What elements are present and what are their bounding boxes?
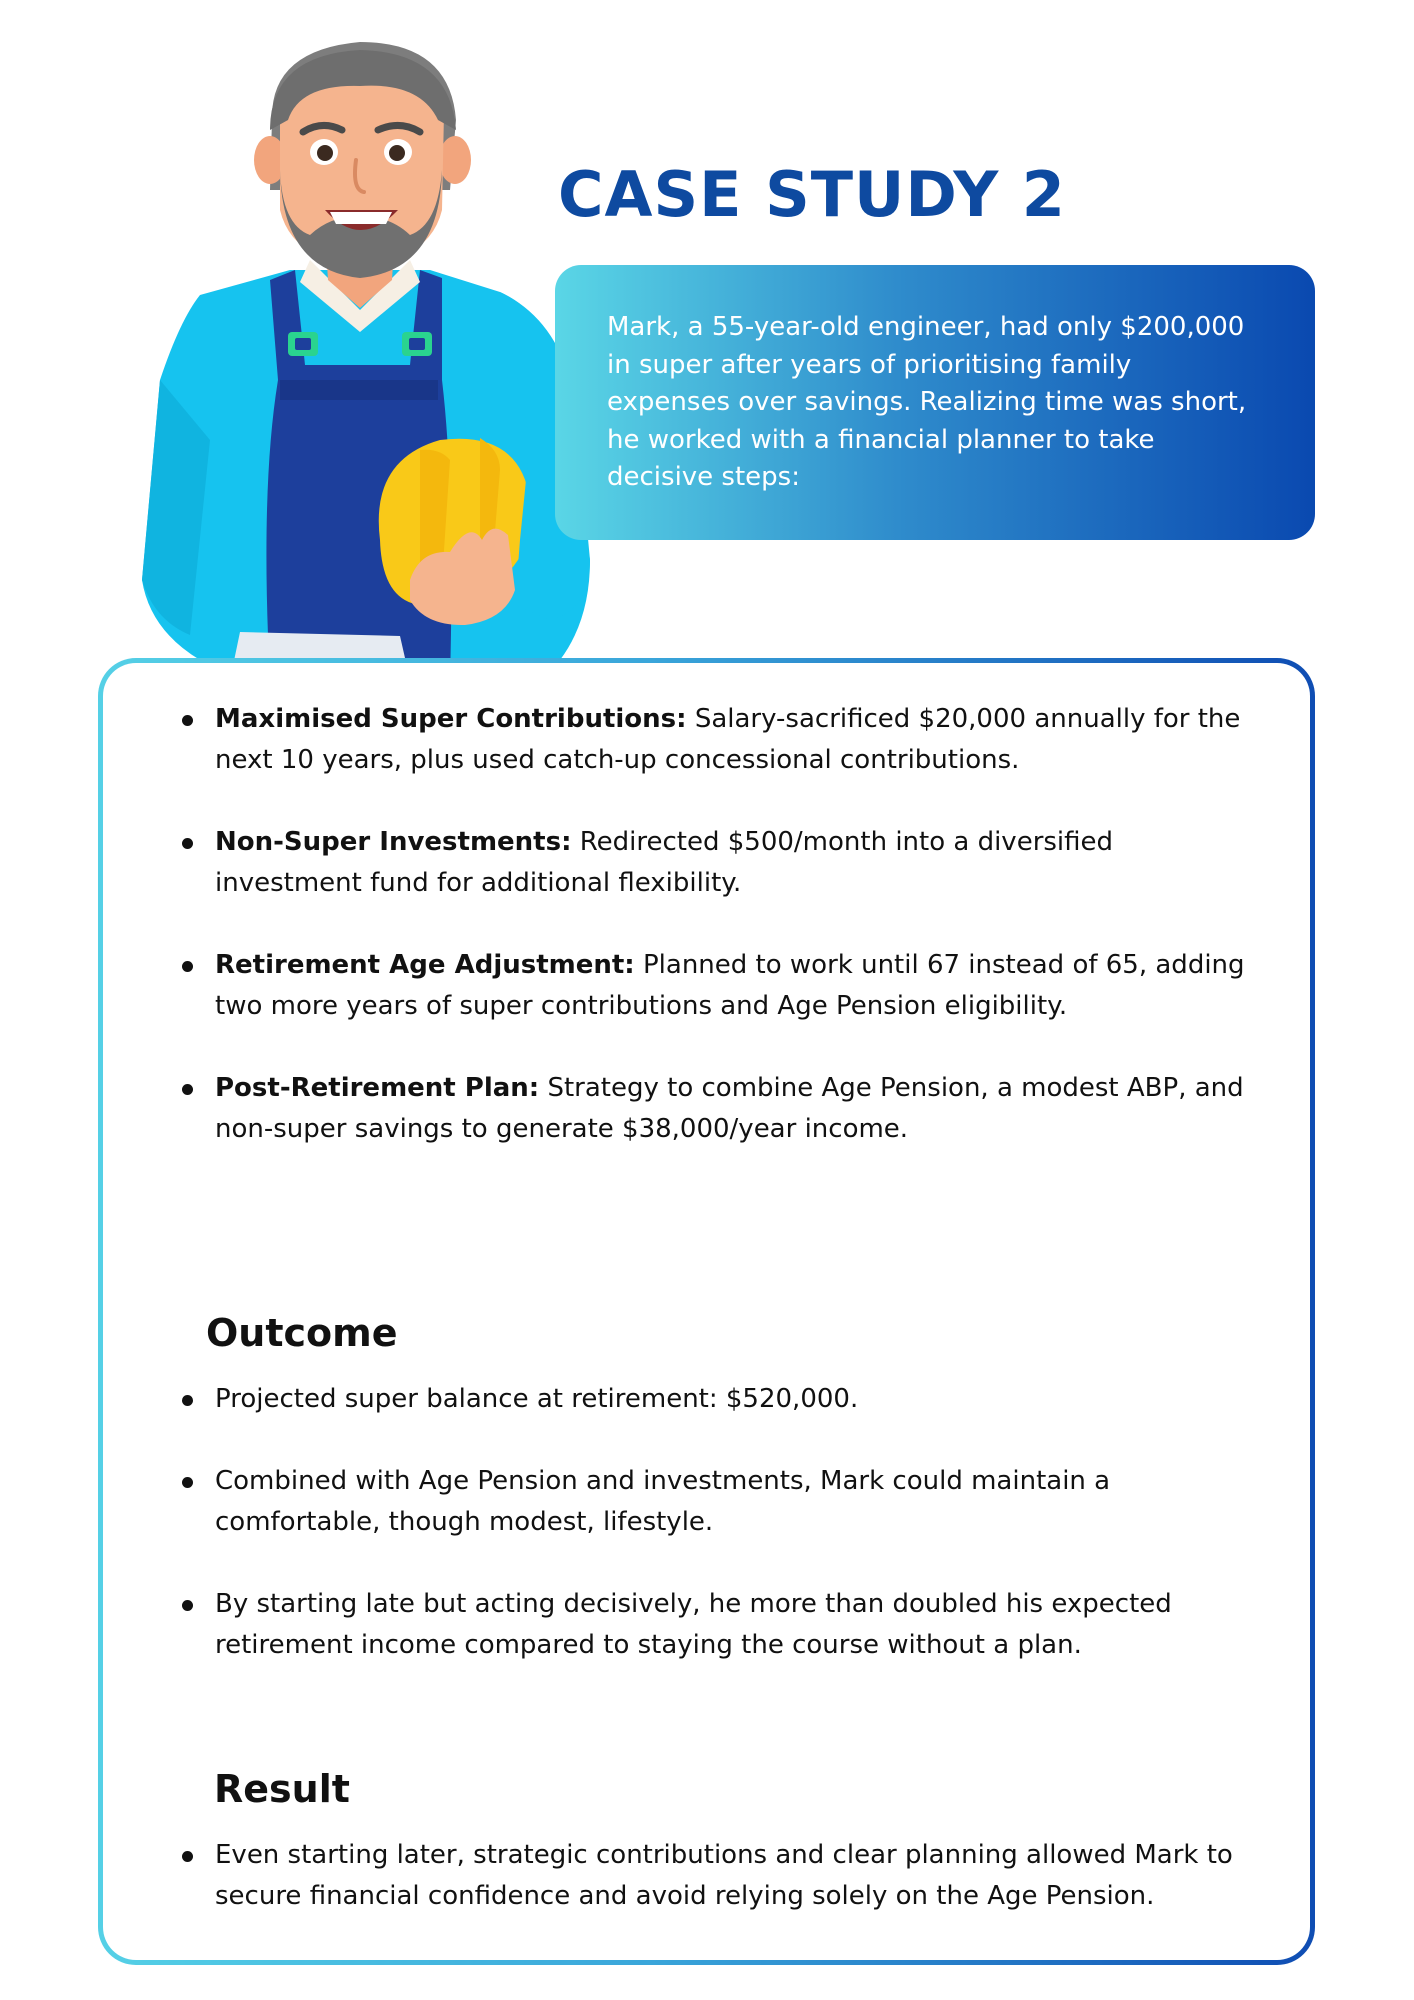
bullet-dot	[182, 1084, 193, 1095]
list-item	[103, 699, 1310, 781]
list-item: Even starting later, strategic contributions and clear planning allowed Mark to secure financial confidence and avoid relying solely on the Age Pension.	[103, 1835, 1310, 1917]
bullet-dot	[182, 715, 193, 726]
strategies-section	[103, 699, 1310, 1150]
list-item: By starting late but acting decisively, he more than doubled his expected retirement income compared to staying the course without a plan.	[103, 1584, 1310, 1666]
strategy-text: Redirected $500/month into a diversified investment fund for additional flexibility.	[215, 827, 1114, 898]
bullet-dot	[182, 1477, 193, 1488]
strategy-text: Planned to work until 67 instead of 65, adding two more years of super contributions and Age Pension eligibility.	[215, 950, 1245, 1021]
outcome-section	[103, 1379, 1310, 1666]
strategies-list	[103, 699, 1310, 1150]
outcome-list	[103, 1379, 1310, 1666]
engineer-illustration	[120, 20, 620, 680]
list-item: Projected super balance at retirement: $520,000.	[103, 1379, 1310, 1420]
result-list	[103, 1835, 1310, 1917]
list-item	[103, 945, 1310, 1027]
bullet-dot	[182, 1851, 193, 1862]
intro-text: Mark, a 55-year-old engineer, had only $200,000 in super after years of prioritising family expenses over savings. Realizing time was short, he worked with a financial planner to take decisive steps:	[607, 312, 1247, 492]
strategy-text: Salary-sacrificed $20,000 annually for the next 10 years, plus used catch-up concessional contributions.	[215, 704, 1241, 775]
strategy-label: Post-Retirement Plan:	[215, 1073, 540, 1103]
bullet-dot	[182, 1395, 193, 1406]
list-item	[103, 822, 1310, 904]
strategy-label: Non-Super Investments:	[215, 827, 572, 857]
intro-panel	[555, 265, 1315, 540]
strategy-text: Strategy to combine Age Pension, a modest ABP, and non-super savings to generate $38,000/year income.	[215, 1073, 1244, 1144]
result-section	[103, 1835, 1310, 1917]
bullet-dot	[182, 961, 193, 972]
page-title: CASE STUDY 2	[558, 158, 1066, 231]
details-card	[98, 658, 1315, 1965]
bullet-dot	[182, 1600, 193, 1611]
strategy-label: Maximised Super Contributions:	[215, 704, 687, 734]
outcome-heading: Outcome	[206, 1311, 398, 1355]
strategy-label: Retirement Age Adjustment:	[215, 950, 635, 980]
bullet-dot	[182, 838, 193, 849]
list-item	[103, 1068, 1310, 1150]
list-item: Combined with Age Pension and investments, Mark could maintain a comfortable, though modest, lifestyle.	[103, 1461, 1310, 1543]
result-heading: Result	[214, 1767, 350, 1811]
